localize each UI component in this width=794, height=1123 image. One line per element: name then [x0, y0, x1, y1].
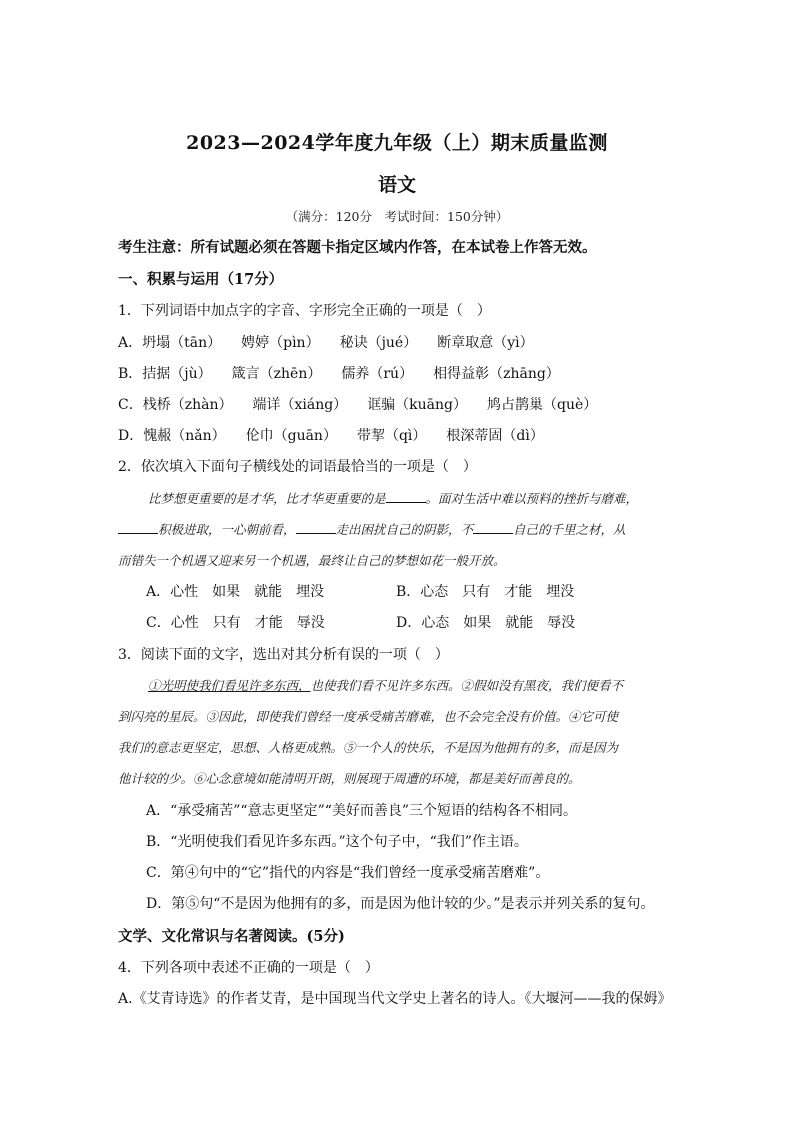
question-2-options-row-2 [146, 612, 575, 632]
exam-meta: （满分：120分 考试时间：150分钟） [285, 209, 509, 224]
question-3-option-b: B．“光明使我们看见许多东西。”这个句子中，“我们”作主语。 [146, 834, 528, 850]
option-word: A．坍塌（tān） [118, 335, 222, 351]
candidate-notice: 考生注意：所有试题必须在答题卡指定区域内作答，在本试卷上作答无效。 [118, 239, 597, 256]
passage-text: 比梦想更重要的是才华，比才华更重要的是 [148, 491, 386, 506]
option-word: 断章取意（yì） [437, 335, 534, 351]
option-word: C．栈桥（zhàn） [118, 397, 233, 413]
question-2-option-b: B．心态 只有 才能 埋没 [396, 584, 575, 600]
option-word: B．拮据（jù） [118, 366, 212, 382]
passage-text: 我们的意志更坚定，思想、人格更成熟。⑤一个人的快乐，不是因为他拥有的多，而是因为 [118, 740, 619, 755]
fill-blank [118, 521, 158, 534]
passage-text: 积极进取，一心朝前看， [158, 522, 296, 537]
option-word: 箴言（zhēn） [231, 366, 322, 382]
option-word: 秘诀（jué） [339, 335, 418, 351]
passage-text: 自己的千里之材，从 [513, 522, 626, 537]
question-3-option-d: D．第⑤句“不是因为他拥有的多，而是因为他计较的少。”是表示并列关系的复句。 [146, 896, 655, 912]
option-word: 带挈（qì） [356, 428, 427, 444]
passage-text: 他计较的少。⑥心念意境如能清明开朗，则展现于周遭的环境，都是美好而善良的。 [118, 771, 581, 786]
question-2-option-a: A．心性 如果 就能 埋没 [146, 584, 325, 600]
question-3-option-c: C．第④句中的“它”指代的内容是“我们曾经一度承受痛苦磨难”。 [146, 865, 550, 881]
exam-subject: 语文 [377, 174, 416, 196]
option-word: 根深蒂固（dì） [446, 428, 544, 444]
section-heading-1: 一、积累与运用（17分） [118, 271, 284, 288]
passage-text: 。面对生活中难以预料的挫折与磨难， [425, 491, 639, 506]
passage-text: 而错失一个机遇又迎来另一个机遇，最终让自己的梦想如花一般开放。 [118, 553, 506, 568]
question-1-option-a [118, 332, 554, 352]
option-word: 娉婷（pìn） [241, 335, 320, 351]
option-word: 相得益彰（zhāng） [433, 366, 560, 382]
passage-text: 到闪亮的星辰。③因此，即使我们曾经一度承受痛苦磨难，也不会完全没有价值。④它可使 [118, 709, 619, 724]
question-3-passage [118, 670, 674, 794]
question-4-option-a: A.《艾青诗选》的作者艾青，是中国现当代文学史上著名的诗人。《大堰河——我的保姆》 [118, 991, 672, 1007]
question-1-option-b [118, 363, 580, 383]
option-word: D．愧赧（nǎn） [118, 428, 226, 444]
option-word: 鸠占鹊巢（què） [487, 397, 598, 413]
option-word: 端详（xiáng） [252, 397, 348, 413]
fill-blank [386, 490, 426, 503]
passage-text: 走出困扰自己的阴影，不 [335, 522, 474, 537]
fill-blank [473, 521, 513, 534]
option-word: 伦巾（guān） [245, 428, 337, 444]
fill-blank [296, 521, 336, 534]
question-2-options-row-1 [146, 581, 574, 601]
question-2-stem: 2．依次填入下面句子横线处的词语最恰当的一项是（ ） [118, 459, 477, 475]
underlined-sentence: ①光明使我们看见许多东西， [148, 678, 311, 693]
question-2-passage [118, 483, 674, 576]
question-2-option-c: C．心性 只有 才能 辱没 [146, 615, 325, 631]
question-3-option-a: A．“承受痛苦”“意志更坚定”“美好而善良”三个短语的结构各不相同。 [146, 803, 578, 819]
question-1-option-c [118, 394, 617, 414]
option-word: 儒养（rú） [341, 366, 414, 382]
question-4-stem: 4．下列各项中表述不正确的一项是（ ） [118, 960, 379, 976]
question-2-option-d: D．心态 如果 就能 辱没 [396, 615, 576, 631]
question-3-stem: 3．阅读下面的文字，选出对其分析有误的一项（ ） [118, 647, 449, 663]
option-word: 诓骗（kuāng） [367, 397, 467, 413]
exam-title: 2023—2024学年度九年级（上）期末质量监测 [186, 132, 608, 154]
section-heading-2: 文学、文化常识与名著阅读。(5分) [118, 928, 345, 945]
passage-text: 也使我们看不见许多东西。②假如没有黑夜，我们便看不 [310, 678, 624, 693]
question-1-option-d [118, 425, 564, 445]
question-1-stem: 1．下列词语中加点字的字音、字形完全正确的一项是（ ） [118, 303, 491, 319]
